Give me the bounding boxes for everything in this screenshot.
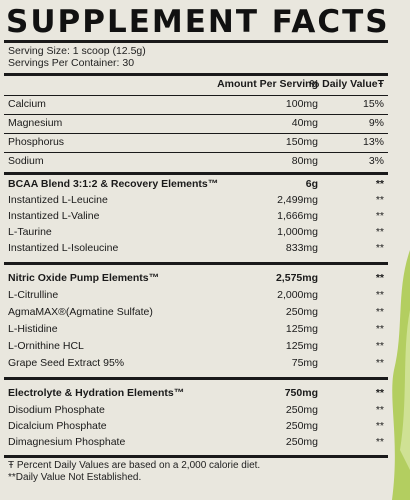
- amount-header: Amount Per Serving: [217, 78, 318, 90]
- nutrient-row: [8, 154, 388, 170]
- nutrient-dv: 3%: [368, 155, 384, 167]
- serving-size: Serving Size: 1 scoop (12.5g): [8, 45, 146, 57]
- ingredient-amount: 75mg: [291, 357, 318, 369]
- ingredient-row: [8, 403, 388, 419]
- blend-dv: **: [375, 272, 384, 284]
- ingredient-row: [8, 305, 388, 321]
- ingredient-row: [8, 339, 388, 355]
- ingredient-row: [8, 209, 388, 225]
- ingredient-name: L-Ornithine HCL: [8, 340, 84, 352]
- blend-row-electrolyte: [8, 386, 388, 402]
- ingredient-name: L-Citrulline: [8, 289, 59, 301]
- nutrient-dv: 15%: [362, 98, 384, 110]
- section-rule: [4, 172, 388, 175]
- blend-name: Nitric Oxide Pump Elements™: [8, 272, 160, 284]
- dv-header: % Daily ValueŦ: [309, 78, 384, 90]
- section-rule: [4, 377, 388, 380]
- ingredient-row: [8, 225, 388, 241]
- ingredient-dv: **: [375, 210, 384, 222]
- ingredient-name: Instantized L-Isoleucine: [8, 242, 119, 254]
- row-rule: [4, 114, 388, 115]
- ingredient-dv: **: [375, 289, 384, 301]
- nutrient-name: Magnesium: [8, 117, 63, 129]
- ingredient-row: [8, 288, 388, 304]
- ingredient-dv: **: [375, 420, 384, 432]
- blend-row-nitric-oxide: [8, 271, 388, 287]
- ingredient-name: Instantized L-Valine: [8, 210, 100, 222]
- ingredient-name: L-Histidine: [8, 323, 58, 335]
- blend-name: BCAA Blend 3:1:2 & Recovery Elements™: [8, 178, 219, 190]
- nutrient-row: [8, 135, 388, 151]
- nutrient-dv: 9%: [368, 117, 384, 129]
- ingredient-dv: **: [375, 306, 384, 318]
- header-rule: [4, 95, 388, 96]
- ingredient-name: Instantized L-Leucine: [8, 194, 108, 206]
- blend-dv: **: [375, 387, 384, 399]
- ingredient-amount: 250mg: [285, 306, 318, 318]
- ingredient-amount: 1,000mg: [277, 226, 318, 238]
- nutrient-name: Phosphorus: [8, 136, 65, 148]
- row-rule: [4, 133, 388, 134]
- ingredient-amount: 250mg: [285, 404, 318, 416]
- ingredient-dv: **: [375, 404, 384, 416]
- blend-amount: 6g: [305, 178, 318, 190]
- serving-rule: [4, 73, 388, 76]
- ingredient-dv: **: [375, 340, 384, 352]
- ingredient-amount: 2,000mg: [277, 289, 318, 301]
- ingredient-dv: **: [375, 436, 384, 448]
- footnote-not-established: **Daily Value Not Established.: [8, 472, 142, 483]
- nutrient-row: [8, 97, 388, 113]
- ingredient-amount: 250mg: [285, 436, 318, 448]
- nutrient-amount: 80mg: [291, 155, 318, 167]
- ingredient-name: Dicalcium Phosphate: [8, 420, 107, 432]
- section-rule: [4, 262, 388, 265]
- ingredient-amount: 250mg: [285, 420, 318, 432]
- ingredient-dv: **: [375, 323, 384, 335]
- footnote-daily-value: Ŧ Percent Daily Values are based on a 2,000 calorie diet.: [8, 460, 261, 471]
- nutrient-amount: 150mg: [285, 136, 318, 148]
- green-label-edge-decoration: [386, 250, 410, 500]
- ingredient-row: [8, 435, 388, 451]
- blend-amount: 2,575mg: [275, 272, 318, 284]
- ingredient-name: L-Taurine: [8, 226, 52, 238]
- row-rule: [4, 152, 388, 153]
- ingredient-row: [8, 419, 388, 435]
- title-rule: [4, 40, 388, 43]
- blend-name: Electrolyte & Hydration Elements™: [8, 387, 185, 399]
- nutrient-amount: 100mg: [285, 98, 318, 110]
- ingredient-amount: 125mg: [285, 340, 318, 352]
- nutrient-amount: 40mg: [291, 117, 318, 129]
- ingredient-name: Disodium Phosphate: [8, 404, 105, 416]
- panel-title: SUPPLEMENT FACTS: [6, 4, 390, 40]
- ingredient-amount: 833mg: [285, 242, 318, 254]
- ingredient-row: [8, 322, 388, 338]
- ingredient-name: AgmaMAX®(Agmatine Sulfate): [8, 306, 153, 318]
- ingredient-name: Dimagnesium Phosphate: [8, 436, 126, 448]
- ingredient-dv: **: [375, 357, 384, 369]
- nutrient-name: Sodium: [8, 155, 44, 167]
- nutrient-name: Calcium: [8, 98, 46, 110]
- nutrient-dv: 13%: [362, 136, 384, 148]
- ingredient-row: [8, 193, 388, 209]
- ingredient-dv: **: [375, 226, 384, 238]
- footnote-rule: [4, 455, 388, 458]
- ingredient-amount: 2,499mg: [277, 194, 318, 206]
- nutrient-row: [8, 116, 388, 132]
- ingredient-dv: **: [375, 242, 384, 254]
- blend-amount: 750mg: [284, 387, 318, 399]
- ingredient-name: Grape Seed Extract 95%: [8, 357, 125, 369]
- ingredient-row: [8, 241, 388, 257]
- column-header: [8, 78, 388, 94]
- servings-per-container: Servings Per Container: 30: [8, 57, 135, 69]
- ingredient-dv: **: [375, 194, 384, 206]
- blend-row-bcaa: [8, 177, 388, 193]
- blend-dv: **: [375, 178, 384, 190]
- ingredient-amount: 1,666mg: [277, 210, 318, 222]
- ingredient-row: [8, 356, 388, 372]
- ingredient-amount: 125mg: [285, 323, 318, 335]
